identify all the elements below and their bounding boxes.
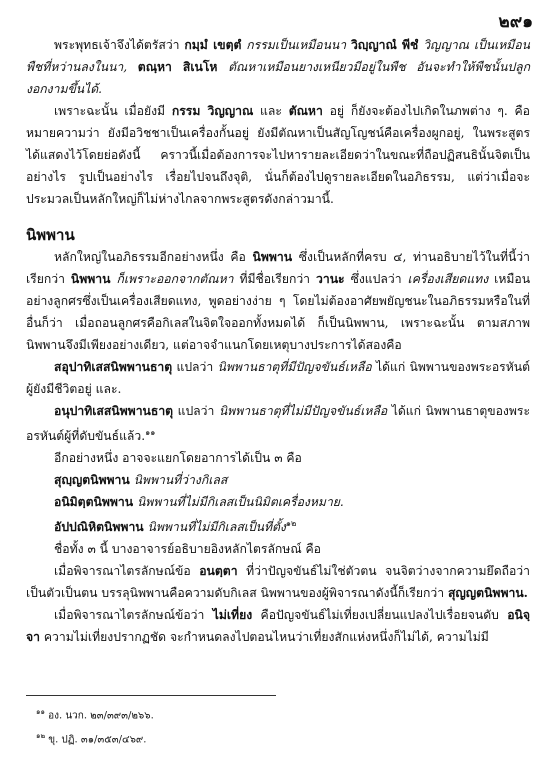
page-number: ๒๙๑ [498,12,533,32]
footnote-mark: ๑๒ [36,732,46,741]
pali-term: กมฺมํ เขตฺตํ [184,38,242,52]
paragraph-5 [26,400,530,447]
translation: นิพพานธาตุที่มีปัญจขันธ์เหลือ [217,360,372,374]
key-term: อนิมิตฺตนิพพาน [54,495,134,510]
text-run: ซึ่งแปลว่า [344,272,408,286]
footnote-ref[interactable]: ๑๒ [285,519,297,529]
translation: นิพพานที่ไม่มีกิเลสเป็นนิมิตเครื่องหมาย. [133,495,344,510]
section-gap [26,210,530,224]
translation: ตัณหาเหมือนยางเหนียวมีอยู่ในพืช อันจะทำให้พืชนั้นปลูกงอกงามขึ้นได้. [26,60,530,96]
key-term: กรรม วิญญาณ [171,104,254,118]
text-run: เหมือนอย่างลูกศรซึ่งเป็นเครื่องเสียดแทง, พูดอย่างง่าย ๆ โดยไม่ต้องอาศัยพยัญชนะในอภิธรรมหรือในที่อื่นก็ว่า เมื่อถอนลูกศรคือกิเลสในจิตใจออกทั้งหมดได้ ก็เป็นนิพพาน, เพราะฉะนั้น ตามสภาพ นิพพานจึงมีเพียงอย่างเดียว, แต่อาจจำแนกโดยเหตุบางประการได้สองคือ [26,272,531,352]
text-run: และ [253,104,289,118]
document-body [26,34,530,648]
text-run: ได้แก่ นิพพานของพระอรหันต์ผู้ยังมีชีวิตอยู่ และ. [26,360,530,396]
translation: วิญญาณ เป็นเหมือนพืชที่หว่านลงในนา, [26,38,530,74]
text-run: ที่มีชื่อเรียกว่า [233,272,317,286]
text-run: อยู่ ก็ยังจะต้องไปเกิดในภพต่าง ๆ. คือหมายความว่า ยังมีอวิชชาเป็นเครื่องกั้นอยู่ ยังมีตัณหาเป็นสัญโญชน์คือเครื่องผูกอยู่, ในพระสูตรได้แสดงไว้โดยย่อดังนี้ คราวนี้เมื่อต้องการจะไปหารายละเอียดว่าในขณะที่ถือปฏิสนธินั้นจิตเป็นอย่างไร รูปเป็นอย่างไร เรื่อยไปจนถึงจุติ, นั่นก็ต้องไปดูรายละเอียดในอภิธรรม, แต่ว่าเมื่อจะประมวลเป็นหลักใหญ่ก็ไม่ห่างไกลจากพระสูตรดังกล่าวมานี้. [26,104,531,206]
key-term: นิพพาน [252,250,293,264]
section-heading: นิพพาน [26,226,75,244]
key-term: อนุปาทิเสสนิพพานธาตุ [54,404,174,418]
text-run: ได้แก่ นิพพานธาตุของพระอรหันต์ผู้ที่ดับขันธ์แล้ว. [26,404,530,444]
pali-term: วิญฺญาณํ พีชํ [351,38,419,52]
key-term: อัปปณิหิตนิพพาน [54,520,144,535]
translation: เครื่องเสียดแทง [407,272,489,286]
paragraph-4 [26,356,530,400]
paragraph-3 [26,246,530,356]
text-run: เมื่อพิจารณาไตรลักษณ์ข้อ [54,564,200,579]
text-run: หลักใหญ่ในอภิธรรมอีกอย่างหนึ่ง คือ [54,250,253,264]
key-term: สุญฺญตนิพพาน [54,473,130,488]
footnotes [26,695,530,751]
footnote-divider [26,695,276,696]
text-run: ที่ว่าปัญจขันธ์ไม่ใช่ตัวตน จนจิตว่างจากความยึดถือว่าเป็นตัวเป็นตน บรรลุนิพพานคือความดับกิเลส นิพพานของผู้พิจารณาดังนี้ก็เรียกว่า [26,564,530,601]
translation: กรรมเป็นเหมือนนา [241,38,351,52]
text-run: ซึ่งเป็นหลักที่ครบ ๔, ท่านอธิบายไว้ในที่นี้ว่า เรียกว่า [26,250,530,286]
list-item [26,513,530,538]
translation: ก็เพราะออกจากตัณหา [110,272,234,286]
translation: นิพพานที่ไม่มีกิเลสเป็นที่ตั้ง [143,520,286,535]
text-run: ความไม่เที่ยงปรากฏชัด จะกำหนดลงไปตอนไหนว่าเที่ยงสักแห่งหนึ่งก็ไม่ได้, ความไม่มี [40,630,489,645]
key-term: นิพพาน [70,272,111,286]
paragraph-2 [26,100,530,210]
text-run: เมื่อพิจารณาไตรลักษณ์ข้อว่า [54,608,213,623]
key-term: อนิจฺจา [26,608,530,645]
text-run: แปลว่า [173,404,219,418]
paragraph-1 [26,34,530,100]
key-term: อนตฺตา [199,564,238,579]
pali-term: ตณฺหา สิเนโห [137,60,218,74]
footnote [26,726,530,750]
footnote-text: ขุ. ปฏิ. ๓๑/๓๕๓/๔๖๙. [45,734,147,746]
footnote-mark: ๑๑ [36,708,45,716]
key-term: สอุปาทิเสสนิพพานธาตุ [54,360,173,374]
list-item [26,491,530,513]
key-term: ไม่เที่ยง [212,608,253,623]
text-run: คือปัญจขันธ์ไม่เที่ยงเปลี่ยนแปลงไปเรื่อยจนดับ [252,608,508,623]
key-term: ตัณหา [288,104,323,118]
text-run: แปลว่า [172,360,218,374]
paragraph-6: อีกอย่างหนึ่ง อาจจะแยกโดยอาการได้เป็น ๓ คือ [54,451,302,466]
text-run: เพราะฉะนั้น เมื่อยังมี [54,104,172,118]
list-item [26,469,530,491]
footnote-ref[interactable]: ๑๑ [145,428,156,437]
key-term: วานะ [316,272,345,286]
paragraph-9 [26,604,530,648]
translation: นิพพานที่ว่างกิเลส [129,473,228,488]
key-term: สุญญตนิพพาน. [447,586,528,601]
footnote-text: อง. นวก. ๒๓/๓๙๓/๒๖๖. [44,710,154,722]
text-run: พระพุทธเจ้าจึงได้ตรัสว่า [54,38,185,52]
footnote [26,702,530,726]
paragraph-7: ชื่อทั้ง ๓ นี้ บางอาจารย์อธิบายอิงหลักไตรลักษณ์ คือ [54,542,321,557]
translation: นิพพานธาตุที่ไม่มีปัญจขันธ์เหลือ [218,404,388,418]
paragraph-8 [26,560,530,604]
